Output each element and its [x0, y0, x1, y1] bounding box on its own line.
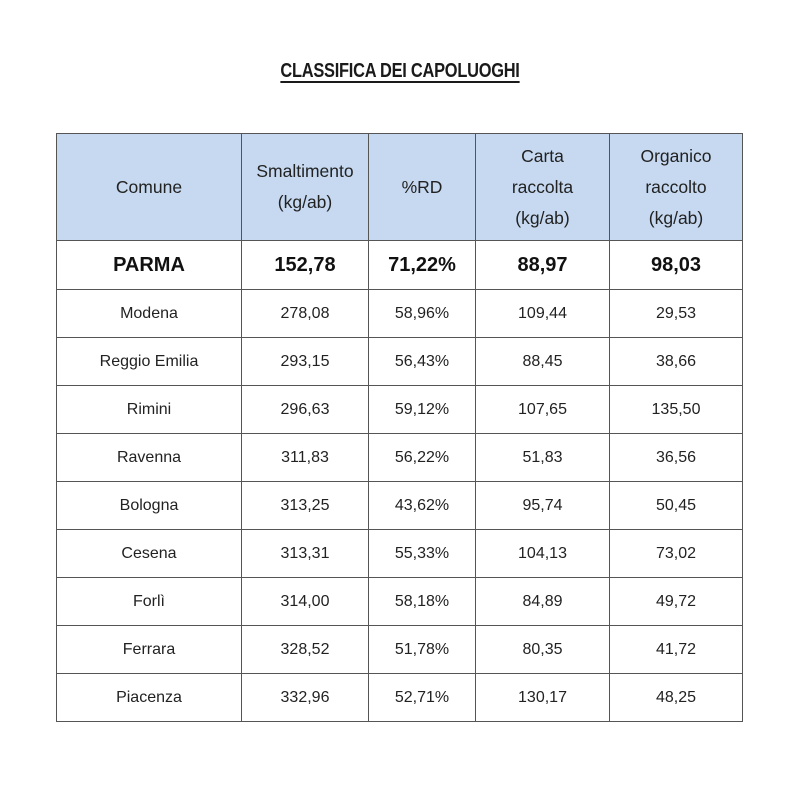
cell-organico: 36,56: [610, 434, 743, 482]
header-comune: [57, 134, 242, 241]
cell-rd: 58,18%: [369, 578, 476, 626]
cell-comune: Ravenna: [57, 434, 242, 482]
table-row: [57, 290, 743, 338]
header-line: Comune: [115, 176, 183, 197]
table-row: [57, 578, 743, 626]
cell-rd: 55,33%: [369, 530, 476, 578]
table-body: [57, 241, 743, 722]
cell-organico: 48,25: [610, 674, 743, 722]
header-carta: [476, 134, 610, 241]
header-row: [57, 134, 743, 241]
cell-comune: Forlì: [57, 578, 242, 626]
cell-organico: 38,66: [610, 338, 743, 386]
cell-rd: 58,96%: [369, 290, 476, 338]
header-line: Carta: [521, 145, 564, 166]
cell-smaltimento: 278,08: [242, 290, 369, 338]
cell-rd: 56,22%: [369, 434, 476, 482]
table-row: [57, 338, 743, 386]
cell-comune: Bologna: [57, 482, 242, 530]
cell-comune: PARMA: [57, 241, 242, 290]
cell-carta: 88,45: [476, 338, 610, 386]
header-rd: [369, 134, 476, 241]
cell-smaltimento: 152,78: [242, 241, 369, 290]
cell-comune: Cesena: [57, 530, 242, 578]
title-text: CLASSIFICA DEI CAPOLUOGHI: [280, 60, 520, 82]
cell-smaltimento: 296,63: [242, 386, 369, 434]
table-row: [57, 626, 743, 674]
page-title: [72, 60, 728, 83]
cell-comune: Piacenza: [57, 674, 242, 722]
header-organico: [610, 134, 743, 241]
cell-rd: 43,62%: [369, 482, 476, 530]
header-line: Organico: [640, 145, 712, 166]
table-row: [57, 482, 743, 530]
cell-smaltimento: 314,00: [242, 578, 369, 626]
header-line: raccolta: [511, 176, 574, 197]
cell-smaltimento: 313,31: [242, 530, 369, 578]
header-line: %RD: [401, 176, 443, 197]
cell-smaltimento: 311,83: [242, 434, 369, 482]
cell-organico: 73,02: [610, 530, 743, 578]
table-row: [57, 434, 743, 482]
cell-rd: 52,71%: [369, 674, 476, 722]
cell-organico: 29,53: [610, 290, 743, 338]
table-header: [57, 134, 743, 241]
cell-organico: 98,03: [610, 241, 743, 290]
header-smaltimento: [242, 134, 369, 241]
table-row: [57, 674, 743, 722]
cell-carta: 130,17: [476, 674, 610, 722]
cell-comune: Ferrara: [57, 626, 242, 674]
cell-carta: 107,65: [476, 386, 610, 434]
cell-smaltimento: 313,25: [242, 482, 369, 530]
cell-rd: 59,12%: [369, 386, 476, 434]
header-line: Smaltimento: [256, 161, 354, 181]
cell-comune: Reggio Emilia: [57, 338, 242, 386]
cell-comune: Modena: [57, 290, 242, 338]
cell-comune: Rimini: [57, 386, 242, 434]
cell-carta: 104,13: [476, 530, 610, 578]
cell-organico: 135,50: [610, 386, 743, 434]
cell-carta: 109,44: [476, 290, 610, 338]
header-line: (kg/ab): [648, 207, 704, 228]
header-line: (kg/ab): [515, 207, 570, 228]
cell-smaltimento: 328,52: [242, 626, 369, 674]
ranking-table: [56, 133, 743, 722]
cell-carta: 80,35: [476, 626, 610, 674]
table-row: [57, 530, 743, 578]
cell-carta: 95,74: [476, 482, 610, 530]
cell-organico: 49,72: [610, 578, 743, 626]
cell-organico: 41,72: [610, 626, 743, 674]
cell-smaltimento: 293,15: [242, 338, 369, 386]
header-line: (kg/ab): [277, 192, 333, 212]
cell-carta: 84,89: [476, 578, 610, 626]
cell-carta: 51,83: [476, 434, 610, 482]
header-line: raccolto: [645, 176, 707, 197]
cell-carta: 88,97: [476, 241, 610, 290]
table-row: [57, 386, 743, 434]
cell-rd: 71,22%: [369, 241, 476, 290]
cell-rd: 51,78%: [369, 626, 476, 674]
cell-organico: 50,45: [610, 482, 743, 530]
cell-rd: 56,43%: [369, 338, 476, 386]
cell-smaltimento: 332,96: [242, 674, 369, 722]
table-row-parma: [57, 241, 743, 290]
